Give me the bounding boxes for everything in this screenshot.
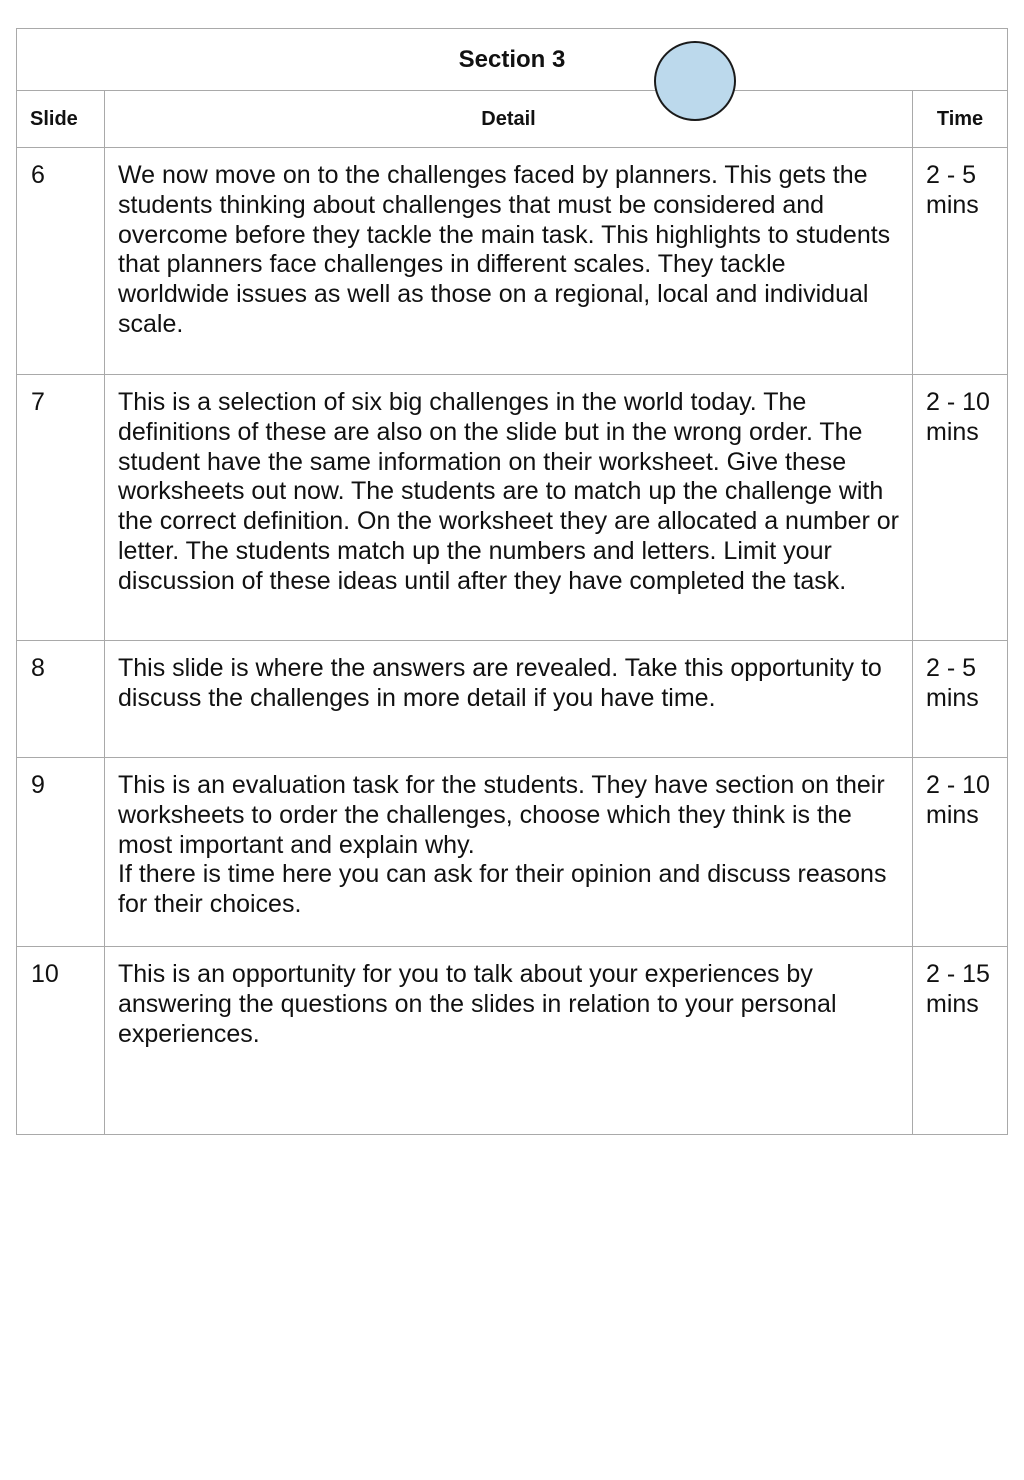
detail-cell <box>105 758 913 947</box>
detail-paragraph: This slide is where the answers are revealed. Take this opportunity to discuss the challenges in more detail if you have time. <box>118 654 882 712</box>
slide-number: 9 <box>17 758 105 947</box>
time-cell: 2 - 10 mins <box>913 758 1008 947</box>
slide-number: 10 <box>17 947 105 1135</box>
detail-cell <box>105 375 913 641</box>
title-row <box>17 29 1008 91</box>
detail-paragraph: This is an opportunity for you to talk about your experiences by answering the questions on the slides in relation to your personal experiences. <box>118 960 837 1048</box>
detail-cell <box>105 947 913 1135</box>
detail-cell <box>105 641 913 758</box>
table-row <box>17 947 1008 1135</box>
section-title: Section 3 <box>17 29 1008 91</box>
time-cell: 2 - 5 mins <box>913 148 1008 375</box>
header-slide: Slide <box>17 91 105 148</box>
table-row <box>17 148 1008 375</box>
detail-paragraph: This is a selection of six big challenges in the world today. The definitions of these are also on the slide but in the wrong order. The student have the same information on their worksheet. Give these worksheets out now. The students are to match up the challenge with the correct definition. On the worksheet they are allocated a number or letter. The students match up the numbers and letters. Limit your discussion of these ideas until after they have completed the task. <box>118 388 899 595</box>
slide-number: 7 <box>17 375 105 641</box>
header-row <box>17 91 1008 148</box>
lesson-plan-table <box>16 28 1008 1135</box>
detail-paragraph: We now move on to the challenges faced by planners. This gets the students thinking about challenges that must be considered and overcome before they tackle the main task. This highlights to students that planners face challenges in different scales. They tackle worldwide issues as well as those on a regional, local and individual scale. <box>118 161 891 338</box>
circle-shape <box>654 41 736 121</box>
slide-number: 8 <box>17 641 105 758</box>
table-row <box>17 375 1008 641</box>
table-row <box>17 641 1008 758</box>
time-cell: 2 - 15 mins <box>913 947 1008 1135</box>
table-row <box>17 758 1008 947</box>
header-time: Time <box>913 91 1008 148</box>
detail-paragraph: If there is time here you can ask for their opinion and discuss reasons for their choices. <box>118 860 887 919</box>
time-cell: 2 - 10 mins <box>913 375 1008 641</box>
detail-cell <box>105 148 913 375</box>
detail-paragraph: This is an evaluation task for the students. They have section on their worksheets to order the challenges, choose which they think is the most important and explain why. <box>118 771 885 859</box>
time-cell: 2 - 5 mins <box>913 641 1008 758</box>
slide-number: 6 <box>17 148 105 375</box>
header-detail: Detail <box>105 91 913 148</box>
